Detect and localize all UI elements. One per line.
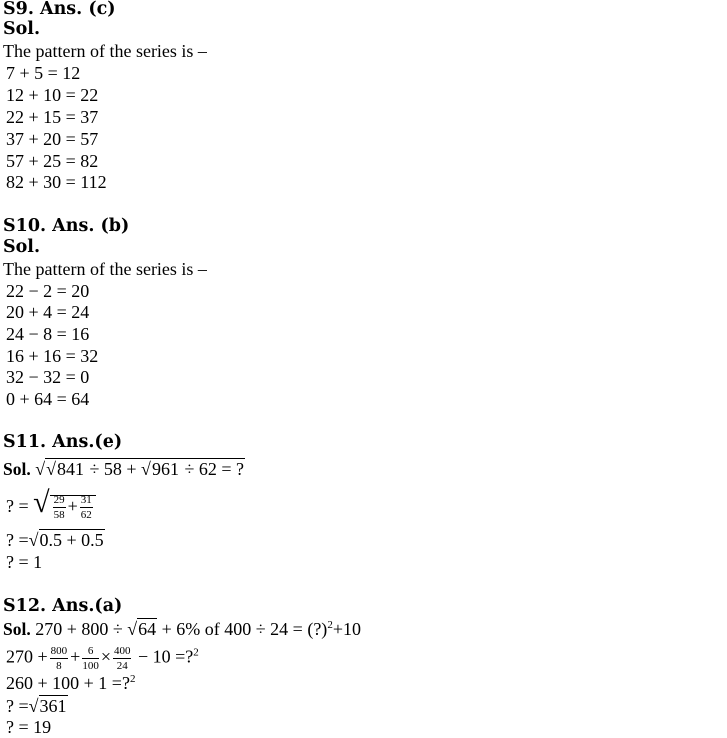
s11-outer-radicand: [45, 458, 245, 479]
s11-radicand-2: 961: [151, 459, 179, 479]
fraction: $\frac{400}{24}$: [113, 645, 131, 672]
s10-step: 0 + 64 = 64: [6, 389, 90, 409]
sqrt-sign-icon: √: [28, 530, 39, 550]
s12-radicand: 64: [138, 619, 157, 639]
s11-sol: Sol.: [3, 459, 31, 479]
fraction: $\frac{31}{62}$: [80, 494, 92, 522]
s10-step: 24 − 8 = 16: [6, 324, 90, 344]
s9-step: 12 + 10 = 22: [6, 85, 99, 105]
s11-radicand-3: 0.5 + 0.5: [39, 530, 104, 550]
sqrt-sign-icon: √: [28, 696, 39, 716]
s9-step: 37 + 20 = 57: [6, 129, 99, 149]
s11-q: ? =: [6, 530, 29, 550]
s10-step: 20 + 4 = 24: [6, 302, 90, 322]
s9-step: 82 + 30 = 112: [6, 172, 107, 192]
s10-intro: The pattern of the series is –: [3, 259, 207, 279]
sqrt-sign-icon: √: [127, 619, 138, 639]
s11-heading: S11. Ans.(e): [3, 432, 123, 452]
s11-radicand-1: 841: [57, 459, 85, 479]
sqrt-sign-icon: √: [141, 459, 151, 479]
s9-step: 7 + 5 = 12: [6, 63, 81, 83]
s9-heading: S9. Ans. (c): [3, 0, 116, 19]
s11-op-1: ÷ 58 +: [89, 459, 137, 479]
sqrt-sign-icon: √: [46, 459, 57, 479]
s11-result: ? = 1: [6, 552, 43, 572]
s10-step: 16 + 16 = 32: [6, 346, 99, 366]
s12-line1: Sol. 270 + 800 ÷ √64 + 6% of 400 ÷ 24 = (?)$^2$+10: [3, 619, 361, 639]
sqrt-sign-icon: √: [35, 459, 46, 479]
s12-radicand-2: 361: [39, 696, 67, 716]
fraction: $\frac{800}{8}$: [50, 645, 68, 672]
s10-step: 32 − 32 = 0: [6, 367, 90, 387]
s10-sol: Sol.: [3, 237, 41, 257]
s12-line3: 260 + 100 + 1 =?$^2$: [6, 673, 136, 693]
s11-line1: [3, 458, 245, 480]
s9-step: 22 + 15 = 37: [6, 107, 99, 127]
s9-sol: Sol.: [3, 19, 41, 39]
s10-heading: S10. Ans. (b): [3, 216, 130, 236]
s9-step: 57 + 25 = 82: [6, 151, 99, 171]
fraction: $\frac{29}{58}$: [53, 494, 65, 522]
s12-sol: Sol.: [3, 619, 31, 639]
sqrt-sign-icon: √: [33, 486, 50, 519]
s11-op-2: ÷ 62 = ?: [184, 459, 244, 479]
s11-line3: [6, 529, 105, 551]
s12-line4: ? =√361: [6, 696, 67, 716]
s11-line2: [6, 486, 96, 522]
s10-step: 22 − 2 = 20: [6, 281, 90, 301]
s12-line2: 270 + $\frac{800}{8}$ + $\frac{6}{100}$ × $\frac{400}{24}$ − 10 =?$^2$: [6, 645, 199, 672]
s11-frac-radicand: $\frac{29}{58}$ + $\frac{31}{62}$: [50, 495, 96, 516]
s12-result: ? = 19: [6, 717, 52, 737]
s9-intro: The pattern of the series is –: [3, 41, 207, 61]
s12-heading: S12. Ans.(a): [3, 596, 123, 616]
s11-q: ? =: [6, 496, 29, 516]
fraction: $\frac{6}{100}$: [82, 645, 99, 672]
